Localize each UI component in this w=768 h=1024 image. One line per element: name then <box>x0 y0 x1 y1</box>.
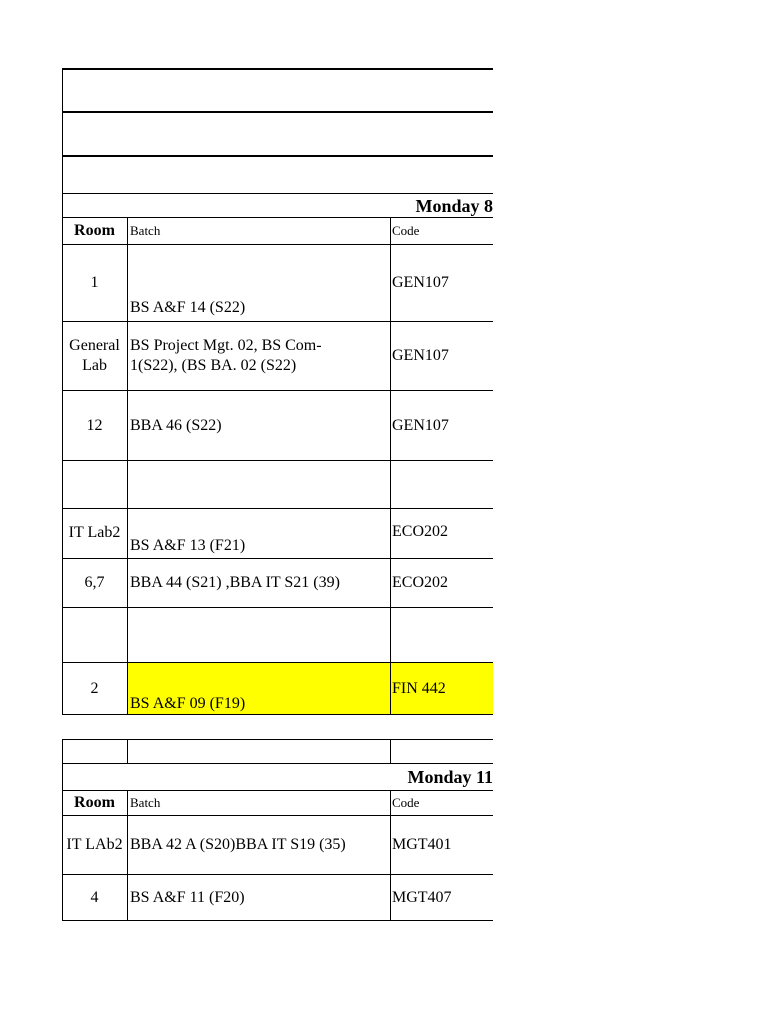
table-row-room: IT Lab2 <box>68 524 121 541</box>
column-header-batch: Batch <box>130 223 161 238</box>
table-row-code: MGT407 <box>392 888 452 906</box>
table-row-code: GEN107 <box>392 274 449 291</box>
column-divider <box>127 739 128 763</box>
table-row-room: 6,7 <box>84 574 105 591</box>
table-row-batch: BS Project Mgt. 02, BS Com-1(S22), (BS BA. 02 (S22) <box>130 337 322 374</box>
table-row-room: 12 <box>86 416 103 434</box>
table-row-room: 4 <box>90 888 99 906</box>
table-row-batch: BS A&F 13 (F21) <box>130 537 246 554</box>
table-row-batch-highlighted: BS A&F 09 (F19) <box>128 663 390 714</box>
table-row-code: GEN107 <box>392 416 449 434</box>
table-row-code <box>391 461 493 508</box>
column-header-batch: Batch <box>130 795 161 810</box>
table-row-room <box>62 608 127 662</box>
table-border <box>62 763 493 764</box>
table-border <box>62 111 493 113</box>
column-divider <box>390 662 391 714</box>
table-border <box>62 155 493 157</box>
day-heading: Monday 11 <box>407 767 493 787</box>
table-row-code: ECO202 <box>392 574 448 591</box>
table-row-batch <box>128 461 390 508</box>
day-heading: Monday 8 <box>415 196 493 216</box>
column-header-code: Code <box>392 795 420 810</box>
column-header-room: Room <box>74 222 115 239</box>
column-header-room: Room <box>74 794 115 811</box>
table-row-code <box>391 608 493 662</box>
table-row-room: 1 <box>90 274 99 291</box>
table-row-batch <box>128 608 390 662</box>
column-divider <box>390 739 391 763</box>
table-border <box>62 193 493 194</box>
timetable-monday-late-morning <box>62 739 493 921</box>
table-row-code-highlighted: FIN 442 <box>391 663 493 714</box>
table-row-room: General Lab <box>69 337 120 374</box>
table-border <box>62 68 493 70</box>
table-row-batch: BBA 42 A (S20)BBA IT S19 (35) <box>130 836 346 853</box>
table-row-batch: BBA 46 (S22) <box>130 416 222 434</box>
table-border <box>62 920 493 921</box>
table-row-room: IT LAb2 <box>66 836 123 853</box>
table-border <box>62 714 493 715</box>
column-divider <box>127 662 128 714</box>
table-row-room: 2 <box>90 679 99 697</box>
table-row-batch: BBA 44 (S21) ,BBA IT S21 (39) <box>130 574 340 591</box>
column-header-code: Code <box>392 223 420 238</box>
table-row-code: MGT401 <box>392 836 452 853</box>
table-row-batch: BS A&F 11 (F20) <box>130 888 245 906</box>
table-row-code: GEN107 <box>392 347 449 364</box>
table-row-room <box>62 461 127 508</box>
timetable-monday-morning <box>62 68 493 715</box>
table-row-code: ECO202 <box>392 523 448 540</box>
table-row-batch: BS A&F 14 (S22) <box>130 299 246 316</box>
